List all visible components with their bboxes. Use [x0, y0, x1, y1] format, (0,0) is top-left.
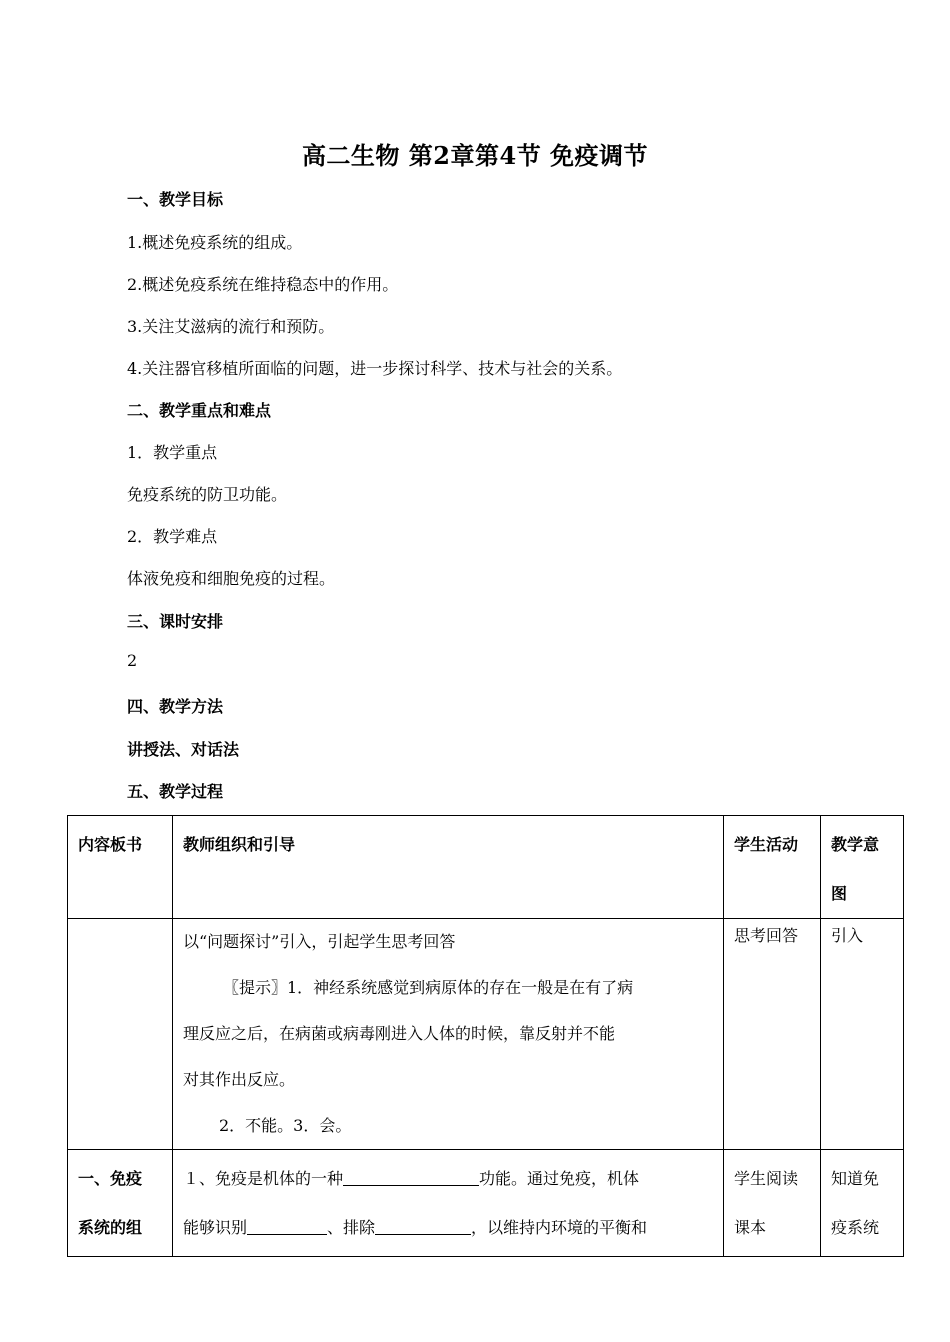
process-table — [67, 815, 904, 1257]
row1-intro: 以“问题探讨”引入，引起学生思考回答 — [183, 932, 456, 951]
row1-hint: 〖提示〗1．神经系统感觉到病原体的存在一般是在有了病 — [223, 978, 634, 997]
row2-content-line2: 系统的组 — [78, 1218, 143, 1237]
fill-blank — [343, 1169, 479, 1186]
table-header-row — [68, 816, 904, 919]
row1-intent: 引入 — [821, 919, 904, 1150]
header-intent — [821, 816, 904, 919]
header-content: 内容板书 — [68, 816, 173, 919]
fill-blank — [375, 1218, 471, 1235]
key-heading: 二、教学重点和难点 — [127, 401, 272, 420]
row2-student-line2: 课本 — [734, 1218, 767, 1237]
goal-item: 2.概述免疫系统在维持稳态中的作用。 — [127, 275, 399, 294]
hours-text: 2 — [127, 651, 138, 670]
row1-hint: 理反应之后，在病菌或病毒刚进入人体的时候，靠反射并不能 — [183, 1024, 616, 1043]
row2-teacher-line2: 能够识别 、排除 ，以维持内环境的平衡和 — [183, 1218, 648, 1237]
header-student: 学生活动 — [724, 816, 821, 919]
goal-item: 1.概述免疫系统的组成。 — [127, 233, 303, 252]
fill-blank — [247, 1218, 327, 1235]
row2-intent-line1: 知道免 — [831, 1169, 880, 1188]
row2-student-line1: 学生阅读 — [734, 1169, 799, 1188]
row1-content — [68, 919, 173, 1150]
header-intent-line2: 图 — [831, 884, 848, 903]
goal-item: 3.关注艾滋病的流行和预防。 — [127, 317, 335, 336]
row2-intent-line2: 疫系统 — [831, 1218, 880, 1237]
process-heading: 五、教学过程 — [127, 782, 224, 801]
row2-teacher-line1: １、免疫是机体的一种 功能。通过免疫，机体 — [183, 1169, 640, 1188]
row2-student — [724, 1150, 821, 1257]
row1-hint: 对其作出反应。 — [183, 1070, 296, 1089]
page-title: 高二生物 第2章第4节 免疫调节 — [301, 141, 649, 170]
row2-teacher — [173, 1150, 724, 1257]
row1-teacher — [173, 919, 724, 1150]
goal-item: 4.关注器官移植所面临的问题，进一步探讨科学、技术与社会的关系。 — [127, 359, 623, 378]
header-intent-line1: 教学意 — [831, 835, 880, 854]
row1-hint: 2．不能。3．会。 — [219, 1116, 352, 1135]
row2-content — [68, 1150, 173, 1257]
row2-intent — [821, 1150, 904, 1257]
key-point-label: 1．教学重点 — [127, 443, 218, 462]
difficulty-label: 2．教学难点 — [127, 527, 218, 546]
method-text: 讲授法、对话法 — [127, 740, 240, 759]
row2-content-line1: 一、免疫 — [78, 1169, 143, 1188]
table-row — [68, 1150, 904, 1257]
key-point-text: 免疫系统的防卫功能。 — [127, 485, 288, 504]
method-heading: 四、教学方法 — [127, 697, 224, 716]
header-teacher: 教师组织和引导 — [173, 816, 724, 919]
table-row — [68, 919, 904, 1150]
row1-student: 思考回答 — [724, 919, 821, 1150]
goals-heading: 一、教学目标 — [127, 190, 224, 209]
difficulty-text: 体液免疫和细胞免疫的过程。 — [127, 569, 336, 588]
hours-heading: 三、课时安排 — [127, 612, 224, 631]
